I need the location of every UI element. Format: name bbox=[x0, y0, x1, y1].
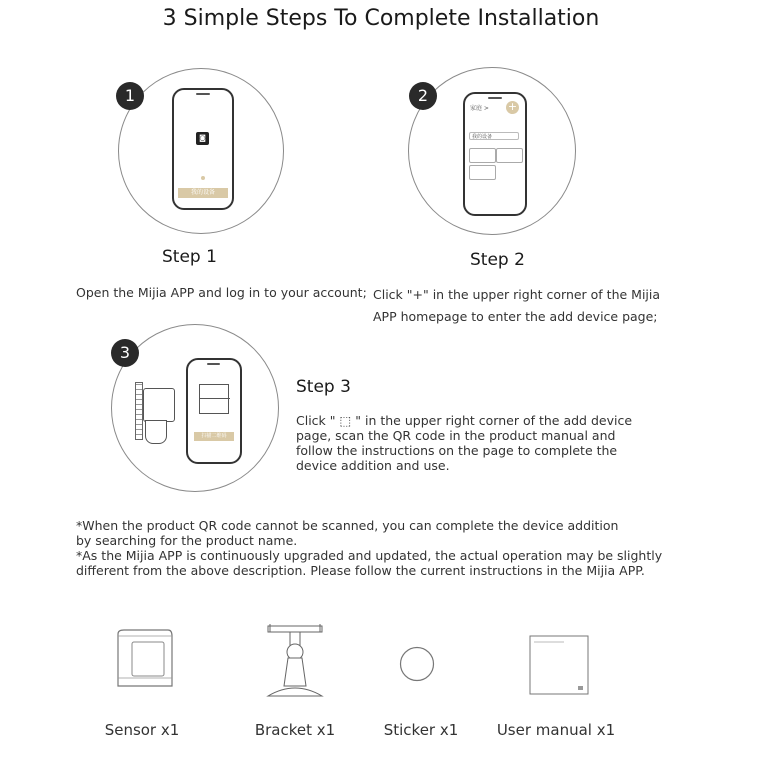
step2-text-line1: Click "+" in the upper right corner of the Mijia bbox=[373, 287, 661, 302]
plus-icon: + bbox=[507, 100, 518, 113]
bracket-icon bbox=[262, 622, 328, 702]
step3-badge: 3 bbox=[111, 339, 139, 367]
note-line1: *When the product QR code cannot be scanned, you can complete the device addition bbox=[76, 518, 619, 533]
step3-text-line2: page, scan the QR code in the product manual and bbox=[296, 428, 616, 443]
package-manual-label: User manual x1 bbox=[496, 721, 616, 739]
step2-text-line2: APP homepage to enter the add device page; bbox=[373, 309, 658, 324]
mijia-logo-icon: ◙ bbox=[196, 132, 209, 145]
step3-text-line3: follow the instructions on the page to complete the bbox=[296, 443, 618, 458]
step2-phone bbox=[463, 92, 527, 216]
page-title: 3 Simple Steps To Complete Installation bbox=[162, 6, 600, 31]
package-sensor-label: Sensor x1 bbox=[104, 721, 180, 739]
step1-phone bbox=[172, 88, 234, 210]
note-line3: *As the Mijia APP is continuously upgraded and updated, the actual operation may be slightly bbox=[76, 548, 663, 563]
step3-heading: Step 3 bbox=[296, 377, 351, 397]
step3-phone bbox=[186, 358, 242, 464]
step1-badge: 1 bbox=[116, 82, 144, 110]
manual-icon bbox=[528, 634, 590, 696]
note-line4: different from the above description. Please follow the current instructions in the Mijia APP. bbox=[76, 563, 645, 578]
step1-login-button: 我的设备 bbox=[178, 188, 228, 198]
package-sticker-label: Sticker x1 bbox=[383, 721, 459, 739]
step1-heading: Step 1 bbox=[162, 247, 217, 267]
package-bracket-label: Bracket x1 bbox=[254, 721, 336, 739]
qr-frame-icon bbox=[199, 384, 229, 414]
step3-text-line4: device addition and use. bbox=[296, 458, 450, 473]
step2-home-label: 家庭 > bbox=[470, 105, 489, 112]
note-line2: by searching for the product name. bbox=[76, 533, 298, 548]
step2-badge: 2 bbox=[409, 82, 437, 110]
sensor-icon bbox=[112, 626, 176, 692]
step2-heading: Step 2 bbox=[470, 250, 525, 270]
mounted-sensor-icon bbox=[135, 376, 177, 452]
step3-scan-button: 扫描二维码 bbox=[194, 432, 234, 441]
step1-text: Open the Mijia APP and log in to your account; bbox=[76, 285, 367, 300]
sticker-icon bbox=[398, 645, 436, 683]
step2-dropdown: 我的设备 bbox=[469, 132, 519, 140]
step3-text-line1: Click " ⬚ " in the upper right corner of the add device bbox=[296, 413, 633, 428]
